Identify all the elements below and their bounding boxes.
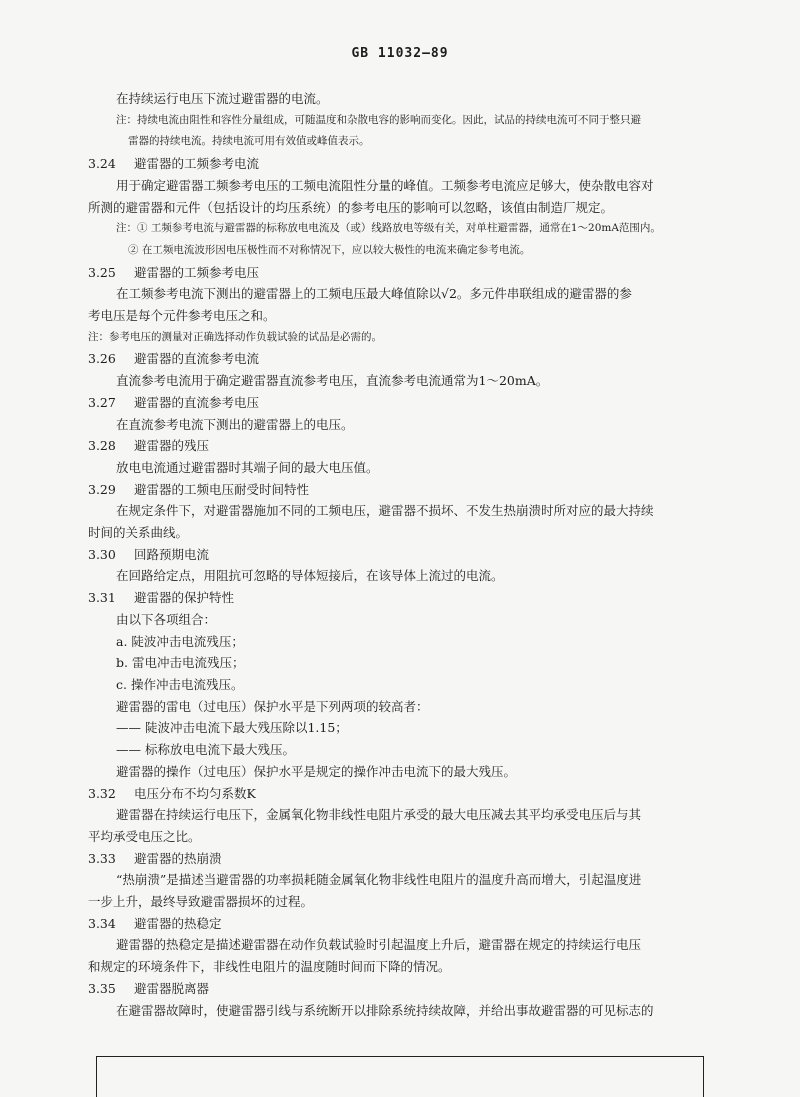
section-heading bbox=[88, 913, 728, 935]
text-line: 放电电流通过避雷器时其端子间的最大电压值。 bbox=[116, 459, 379, 475]
section-title: 避雷器的热稳定 bbox=[134, 915, 222, 931]
section-heading bbox=[88, 587, 728, 609]
section-number: 3.34 bbox=[88, 915, 116, 931]
section-heading bbox=[88, 435, 728, 457]
note-line: ② 在工频电流波形因电压极性而不对称情况下，应以较大极性的电流来确定参考电流。 bbox=[128, 243, 531, 256]
page-header: GB 11032—89 bbox=[351, 46, 449, 61]
text-line: 平均承受电压之比。 bbox=[88, 828, 201, 844]
note-line: 注：持续电流由阻性和容性分量组成，可随温度和杂散电容的影响而变化。因此，试品的持续电流可不同于整只避 bbox=[116, 113, 641, 126]
section-title: 避雷器的热崩溃 bbox=[134, 850, 222, 866]
section-number: 3.31 bbox=[88, 590, 116, 606]
section-title: 避雷器的直流参考电压 bbox=[134, 394, 260, 410]
section-heading bbox=[88, 392, 728, 414]
section-number: 3.29 bbox=[88, 481, 116, 497]
document-body bbox=[88, 88, 728, 1021]
note-line: 注：参考电压的测量对正确选择动作负载试验的试品是必需的。 bbox=[88, 330, 382, 343]
text-line: 在避雷器故障时，使避雷器引线与系统断开以排除系统持续故障，并给出事故避雷器的可见标志的 bbox=[116, 1002, 654, 1018]
section-title: 避雷器的残压 bbox=[134, 438, 210, 454]
text-line: 时间的关系曲线。 bbox=[88, 525, 189, 541]
text-line: 所测的避雷器和元件（包括设计的均压系统）的参考电压的影响可以忽略，该值由制造厂规定。 bbox=[88, 199, 614, 215]
text-line: 在工频参考电流下测出的避雷器上的工频电压最大峰值除以√2。多元件串联组成的避雷器的参 bbox=[116, 286, 632, 302]
section-heading bbox=[88, 262, 728, 284]
section-heading bbox=[88, 544, 728, 566]
section-number: 3.30 bbox=[88, 546, 116, 562]
section-heading bbox=[88, 783, 728, 805]
text-line: “热崩溃”是描述当避雷器的功率损耗随金属氧化物非线性电阻片的温度升高而增大，引起温度进 bbox=[116, 872, 642, 888]
section-number: 3.32 bbox=[88, 785, 116, 801]
section-title: 回路预期电流 bbox=[134, 546, 210, 562]
section-heading bbox=[88, 848, 728, 870]
section-number: 3.27 bbox=[88, 394, 116, 410]
section-number: 3.28 bbox=[88, 438, 116, 454]
section-heading bbox=[88, 153, 728, 175]
text-line: 避雷器的雷电（过电压）保护水平是下列两项的较高者： bbox=[116, 698, 429, 714]
section-title: 电压分布不均匀系数K bbox=[134, 785, 256, 801]
text-line: 和规定的环境条件下，非线性电阻片的温度随时间而下降的情况。 bbox=[88, 959, 451, 975]
text-line: 直流参考电流用于确定避雷器直流参考电压，直流参考电流通常为1～20mA。 bbox=[116, 373, 549, 389]
section-heading bbox=[88, 978, 728, 1000]
section-title: 避雷器的工频电压耐受时间特性 bbox=[134, 481, 310, 497]
text-line: —— 陡波冲击电流下最大残压除以1.15； bbox=[116, 720, 348, 736]
text-line: 用于确定避雷器工频参考电压的工频电流阻性分量的峰值。工频参考电流应足够大，使杂散电容对 bbox=[116, 177, 654, 193]
section-number: 3.24 bbox=[88, 156, 116, 172]
text-line: 避雷器在持续运行电压下，金属氧化物非线性电阻片承受的最大电压减去其平均承受电压后与其 bbox=[116, 807, 642, 823]
text-line: c. 操作冲击电流残压。 bbox=[116, 676, 244, 692]
text-line: 在回路给定点，用阻抗可忽略的导体短接后，在该导体上流过的电流。 bbox=[116, 568, 504, 584]
section-number: 3.33 bbox=[88, 850, 116, 866]
text-line: —— 标称放电电流下最大残压。 bbox=[116, 742, 295, 758]
section-title: 避雷器的直流参考电流 bbox=[134, 351, 260, 367]
section-title: 避雷器的保护特性 bbox=[134, 590, 235, 606]
section-number: 3.25 bbox=[88, 264, 116, 280]
section-title: 避雷器脱离器 bbox=[134, 980, 210, 996]
text-line: 考电压是每个元件参考电压之和。 bbox=[88, 308, 276, 324]
section-heading bbox=[88, 348, 728, 370]
text-line: b. 雷电冲击电流残压； bbox=[116, 655, 245, 671]
note-line: 雷器的持续电流。持续电流可用有效值或峰值表示。 bbox=[128, 135, 370, 148]
text-line: a. 陡波冲击电流残压； bbox=[116, 633, 244, 649]
section-title: 避雷器的工频参考电流 bbox=[134, 156, 260, 172]
text-line: 在持续运行电压下流过避雷器的电流。 bbox=[116, 91, 329, 106]
text-line: 一步上升，最终导致避雷器损坏的过程。 bbox=[88, 894, 314, 910]
text-line: 避雷器的操作（过电压）保护水平是规定的操作冲击电流下的最大残压。 bbox=[116, 763, 517, 779]
section-heading bbox=[88, 479, 728, 501]
section-number: 3.35 bbox=[88, 980, 116, 996]
text-line: 由以下各项组合： bbox=[116, 611, 217, 627]
note-line: 注：① 工频参考电流与避雷器的标称放电电流及（或）线路放电等级有关，对单柱避雷器，通常在1～20mA范围内。 bbox=[116, 222, 661, 235]
text-line: 避雷器的热稳定是描述避雷器在动作负载试验时引起温度上升后，避雷器在规定的持续运行电压 bbox=[116, 937, 642, 953]
text-line: 在规定条件下，对避雷器施加不同的工频电压，避雷器不损坏、不发生热崩溃时所对应的最大持续 bbox=[116, 503, 654, 519]
section-number: 3.26 bbox=[88, 351, 116, 367]
text-line: 在直流参考电流下测出的避雷器上的电压。 bbox=[116, 416, 354, 432]
section-title: 避雷器的工频参考电压 bbox=[134, 264, 260, 280]
